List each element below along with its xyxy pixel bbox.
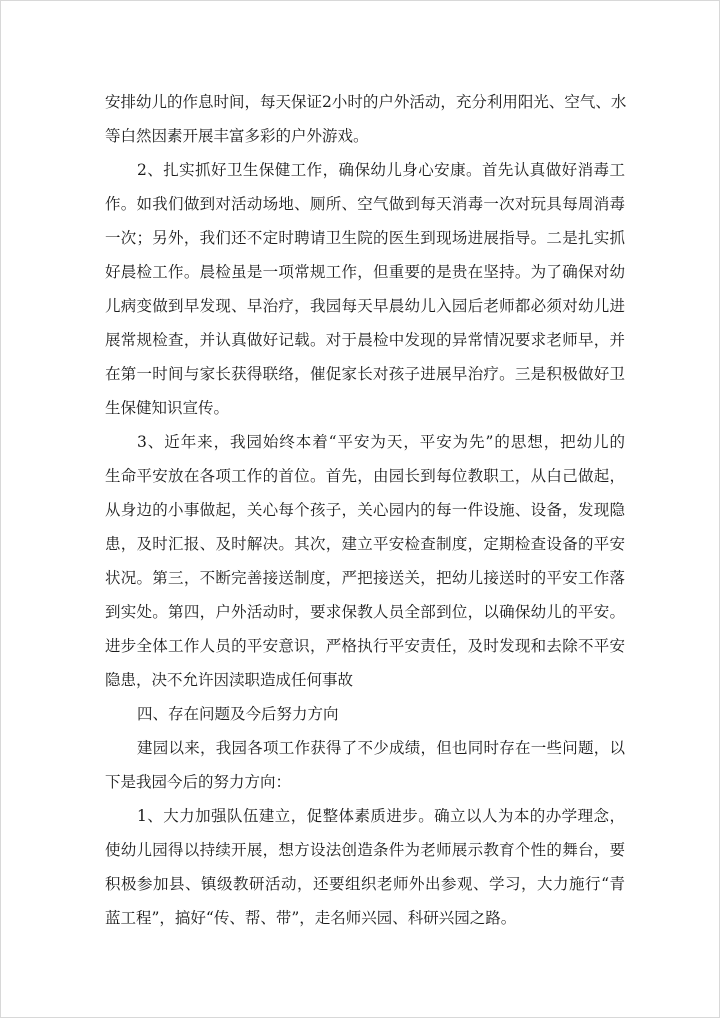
- text-line: 积极参加县、镇级教研活动，还要组织老师外出参观、学习，大力施行“青: [105, 875, 625, 893]
- text-line: 生命平安放在各项工作的首位。首先，由园长到每位教职工，从白己做起，: [105, 467, 625, 485]
- text-line: 隐患，决不允许因渎职造成任何事故: [105, 671, 354, 689]
- paragraph-heading-2: 2、扎实抓好卫生保健工作，确保幼儿身心安康。首先认真做好消毒工: [137, 161, 625, 179]
- text-line: 患，及时汇报、及时解决。其次，建立平安检查制度，定期检查设备的平安: [105, 535, 625, 553]
- text-line: 状况。第三，不断完善接送制度，严把接送关，把幼儿接送时的平安工作落: [105, 569, 625, 587]
- text-line: 在第一时间与家长获得联络，催促家长对孩子进展早治疗。三是积极做好卫: [105, 365, 625, 383]
- text-line: 蓝工程”，搞好“传、帮、带”，走名师兴园、科研兴园之路。: [105, 909, 517, 927]
- text-line: 生保健知识宣传。: [105, 399, 230, 417]
- text-line: 下是我园今后的努力方向：: [105, 773, 292, 791]
- text-line: 展常规检查，并认真做好记载。对于晨检中发现的异常情况要求老师早，并: [105, 331, 625, 349]
- text-line: 等白然因素开展丰富多彩的户外游戏。: [105, 127, 369, 145]
- paragraph-heading-3: 3、近年来，我园始终本着“平安为天，平安为先”的思想，把幼儿的: [137, 433, 625, 451]
- text-line: 好晨检工作。晨检虽是一项常规工作，但重要的是贵在坚持。为了确保对幼: [105, 263, 625, 281]
- text-line: 使幼儿园得以持续开展，想方设法创造条件为老师展示教育个性的舞台，要: [105, 841, 625, 859]
- paragraph-heading-1: 1、大力加强队伍建立，促整体素质进步。确立以人为本的办学理念，: [137, 807, 625, 825]
- text-line: 进步全体工作人员的平安意识，严格执行平安责任，及时发现和去除不平安: [105, 637, 625, 655]
- text-line: 儿病变做到早发现、早治疗，我园每天早晨幼儿入园后老师都必须对幼儿进: [105, 297, 625, 315]
- text-line: 建园以来，我园各项工作获得了不少成绩，但也同时存在一些问题，以: [137, 739, 625, 757]
- text-line: 一次；另外，我们还不定时聘请卫生院的医生到现场进展指导。二是扎实抓: [105, 229, 625, 247]
- text-line: 到实处。第四，户外活动时，要求保教人员全部到位，以确保幼儿的平安。: [105, 603, 625, 621]
- text-line: 从身边的小事做起，关心每个孩子，关心园内的每一件设施、设备，发现隐: [105, 501, 625, 519]
- text-line: 安排幼儿的作息时间，每天保证2小时的户外活动，充分利用阳光、空气、水: [105, 93, 627, 111]
- section-heading: 四、存在问题及今后努力方向: [137, 705, 339, 723]
- text-line: 作。如我们做到对活动场地、厕所、空气做到每天消毒一次对玩具每周消毒: [105, 195, 625, 213]
